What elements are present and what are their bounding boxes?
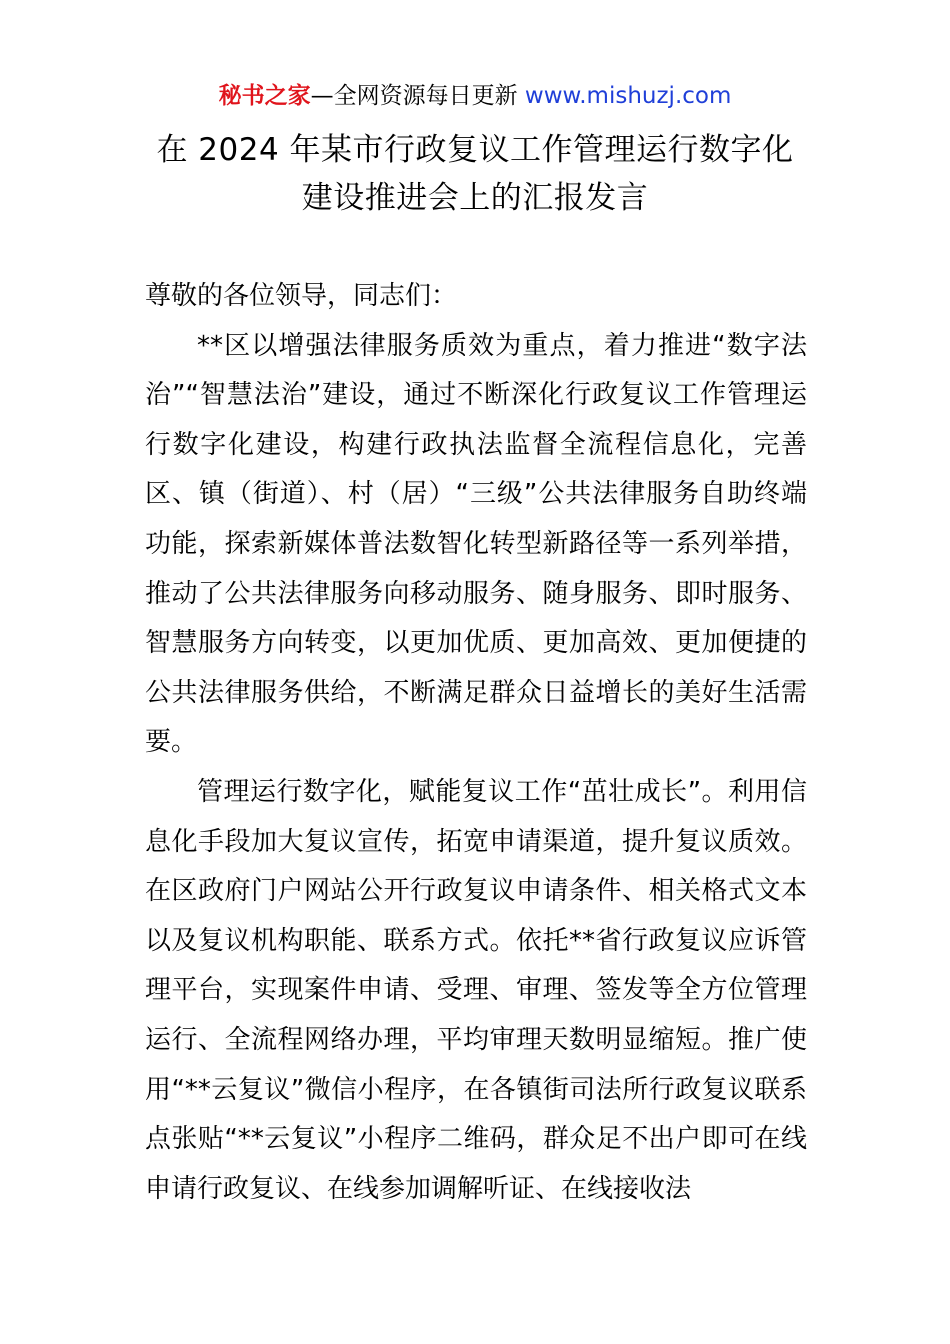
salutation: 尊敬的各位领导，同志们： bbox=[145, 281, 458, 311]
site-url-link[interactable]: www.mishuzj.com bbox=[524, 83, 732, 109]
site-header bbox=[0, 80, 950, 112]
title-line-1: 在 2024 年某市行政复议工作管理运行数字化 bbox=[156, 132, 794, 168]
header-tagline: —全网资源每日更新 bbox=[310, 83, 525, 109]
paragraph-1: **区以增强法律服务质效为重点，着力推进“数字法治”“智慧法治”建设，通过不断深化行政复议工作管理运行数字化建设，构建行政执法监督全流程信息化，完善区、镇（街道）、村（居）“三级”公共法律服务自助终端功能，探索新媒体普法数智化转型新路径等一系列举措，推动了公共法律服务向移动服务、随身服务、即时服务、智慧服务方向转变，以更加优质、更加高效、更加便捷的公共法律服务供给，不断满足群众日益增长的美好生活需要。 bbox=[145, 330, 807, 758]
title-line-2: 建设推进会上的汇报发言 bbox=[301, 180, 649, 216]
brand-name: 秘书之家 bbox=[218, 83, 311, 109]
document-title bbox=[0, 126, 950, 222]
document-body bbox=[145, 272, 807, 1214]
paragraph-2: 管理运行数字化，赋能复议工作“茁壮成长”。利用信息化手段加大复议宣传，拓宽申请渠道，提升复议质效。在区政府门户网站公开行政复议申请条件、相关格式文本以及复议机构职能、联系方式。依托**省行政复议应诉管理平台，实现案件申请、受理、审理、签发等全方位管理运行、全流程网络办理，平均审理天数明显缩短。推广使用“**云复议”微信小程序，在各镇街司法所行政复议联系点张贴“**云复议”小程序二维码，群众足不出户即可在线申请行政复议、在线参加调解听证、在线接收法 bbox=[145, 776, 807, 1204]
